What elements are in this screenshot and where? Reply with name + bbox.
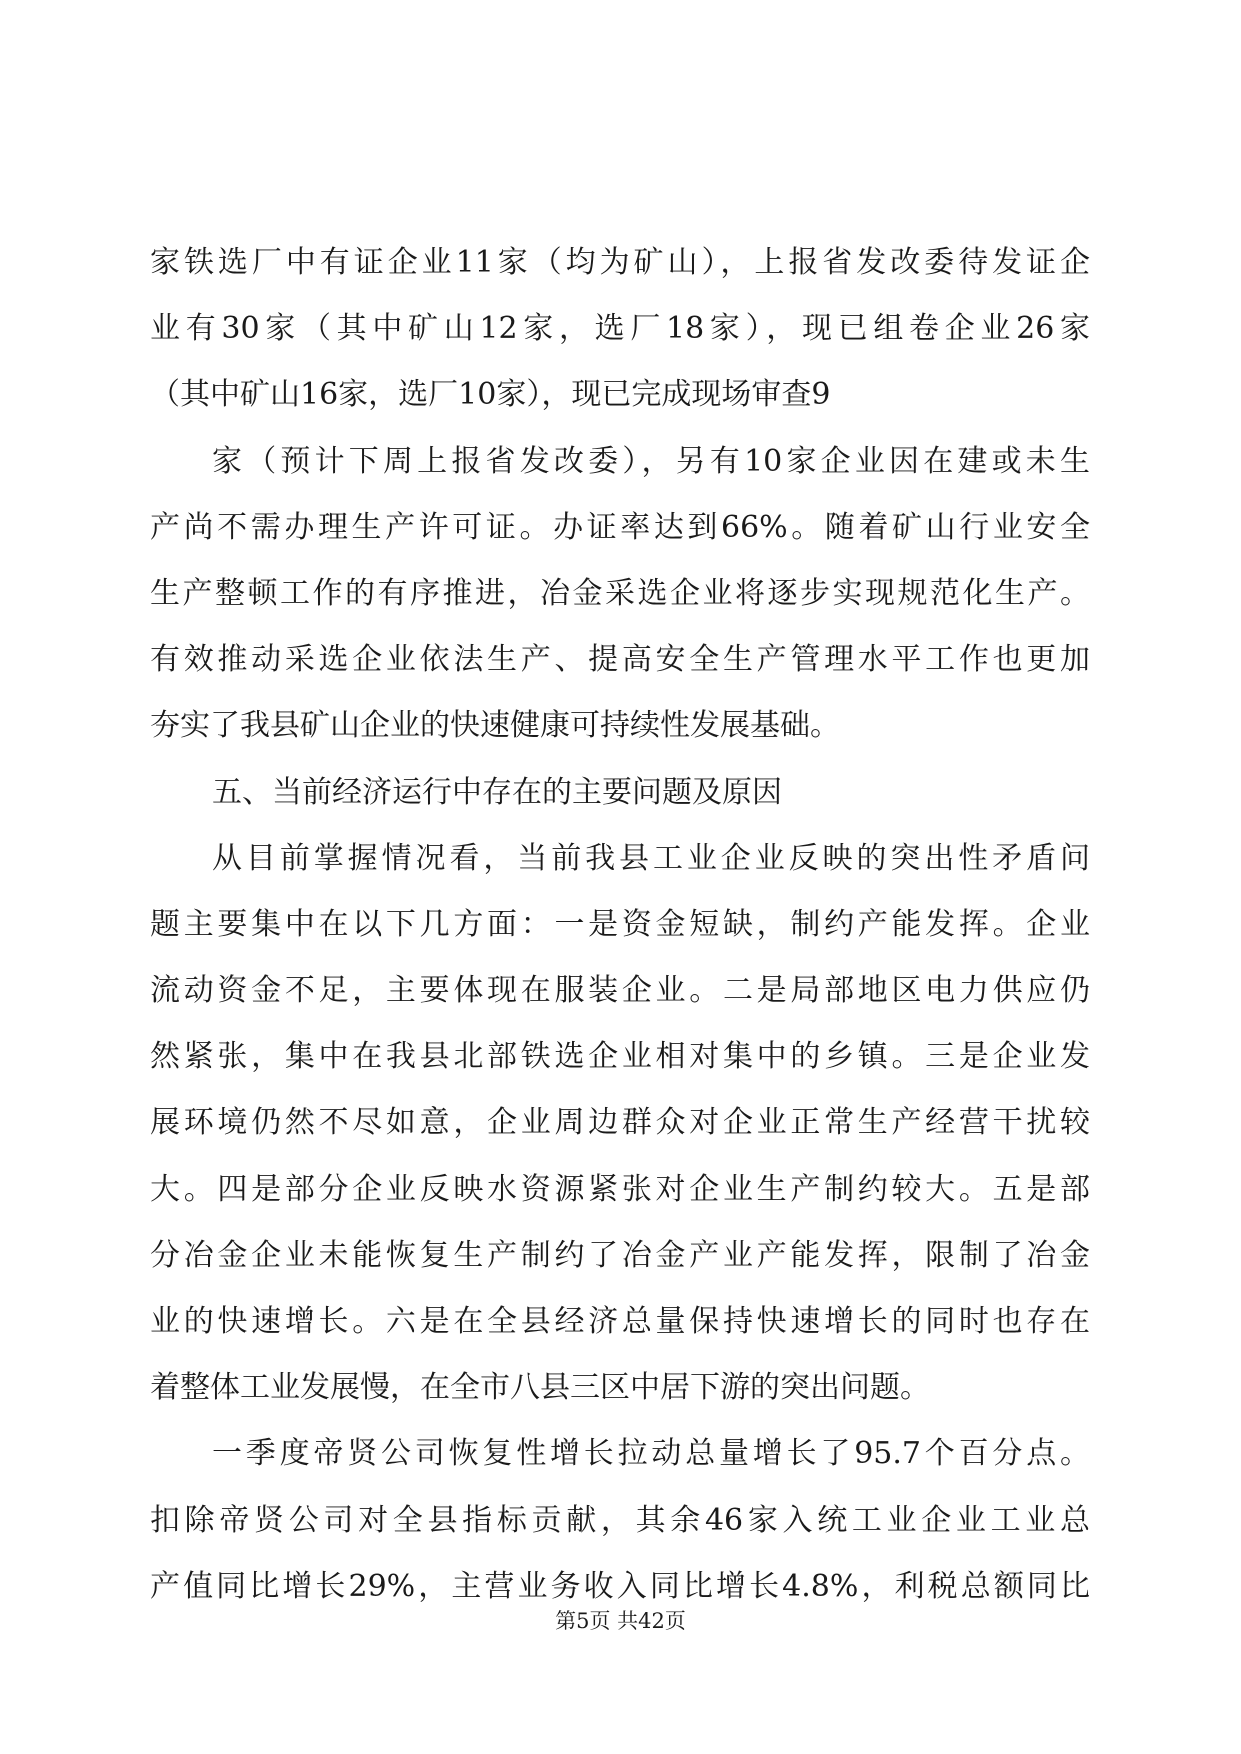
- page-number-footer: 第5页 共42页: [555, 1609, 686, 1633]
- text-line: 扣除帝贤公司对全县指标贡献，其余46家入统工业企业工业总: [150, 1502, 1090, 1538]
- section-heading: 五、当前经济运行中存在的主要问题及原因: [212, 774, 782, 810]
- text-line: 业有30家（其中矿山12家，选厂18家），现已组卷企业26家: [150, 311, 1090, 347]
- text-line: 有效推动采选企业依法生产、提高安全生产管理水平工作也更加: [150, 642, 1090, 678]
- text-line: 着整体工业发展慢，在全市八县三区中居下游的突出问题。: [150, 1370, 930, 1406]
- text-line: 从目前掌握情况看，当前我县工业企业反映的突出性矛盾问: [212, 840, 1090, 876]
- text-line: 题主要集中在以下几方面：一是资金短缺，制约产能发挥。企业: [150, 906, 1090, 942]
- text-line: 大。四是部分企业反映水资源紧张对企业生产制约较大。五是部: [150, 1171, 1090, 1207]
- text-line: 一季度帝贤公司恢复性增长拉动总量增长了95.7个百分点。: [212, 1436, 1090, 1472]
- text-line: 夯实了我县矿山企业的快速健康可持续性发展基础。: [150, 708, 840, 744]
- text-line: 流动资金不足，主要体现在服装企业。二是局部地区电力供应仍: [150, 973, 1090, 1009]
- text-line: 然紧张，集中在我县北部铁选企业相对集中的乡镇。三是企业发: [150, 1039, 1090, 1075]
- text-line: 产值同比增长29%，主营业务收入同比增长4.8%，利税总额同比: [150, 1568, 1090, 1604]
- text-line: 家铁选厂中有证企业11家（均为矿山），上报省发改委待发证企: [150, 245, 1090, 280]
- text-line: 分冶金企业未能恢复生产制约了冶金产业产能发挥，限制了冶金: [150, 1237, 1090, 1273]
- document-body: [150, 230, 1090, 1620]
- text-line: 产尚不需办理生产许可证。办证率达到66%。随着矿山行业安全: [150, 509, 1090, 545]
- text-line: 业的快速增长。六是在全县经济总量保持快速增长的同时也存在: [150, 1304, 1090, 1339]
- text-line: （其中矿山16家，选厂10家），现已完成现场审查9: [150, 377, 831, 413]
- text-line: 家（预计下周上报省发改委），另有10家企业因在建或未生: [212, 443, 1090, 479]
- text-line: 展环境仍然不尽如意，企业周边群众对企业正常生产经营干扰较: [150, 1105, 1090, 1141]
- text-line: 生产整顿工作的有序推进，冶金采选企业将逐步实现规范化生产。: [150, 575, 1090, 611]
